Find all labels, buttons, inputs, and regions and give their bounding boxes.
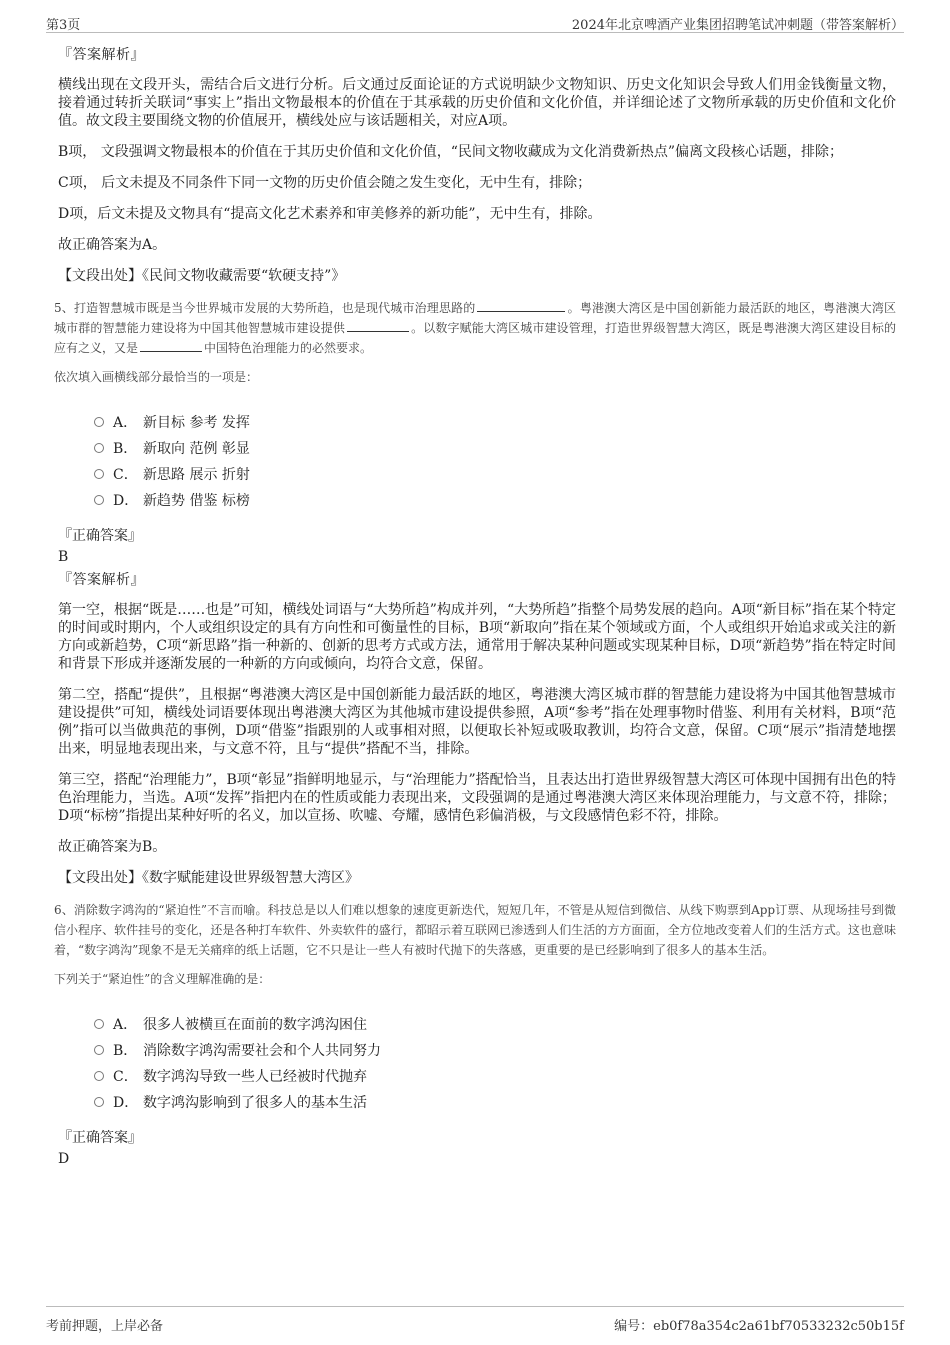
question-6-prompt: 下列关于“紧迫性”的含义理解准确的是： [54,972,271,986]
analysis-paragraph: B项， 文段强调文物最根本的价值在于其历史价值和文化价值，“民间文物收藏成为文化消费新热点”偏离文段核心话题，排除； [58,144,844,160]
fill-blank [477,299,565,312]
radio-icon[interactable] [94,1097,104,1107]
option-a[interactable]: A． 很多人被横亘在面前的数字鸿沟困住 [94,1011,896,1037]
analysis-paragraph: 第三空，搭配“治理能力”，B项“彰显”指鲜明地显示，与“治理能力”搭配恰当，且表达出打造世界级智慧大湾区可体现中国拥有出色的特色治理能力，当选。A项“发挥”指把内在的性质或能力表现出来，文段强调的是通过粤港澳大湾区来体现治理能力，与文意不符，排除；D项“标榜”指提出某种好听的名义，加以宣扬、吹嘘、夸耀，感情色彩偏消极，与文段感情色彩不符，排除。 [58,772,896,824]
analysis-paragraph: 第二空，搭配“提供”，且根据“粤港澳大湾区是中国创新能力最活跃的地区，粤港澳大湾区城市群的智慧能力建设将为中国其他智慧城市建设提供”可知，横线处词语要体现出粤港澳大湾区为其他城市建设提供参照，A项“参考”指在处理事物时借鉴、利用有关材料，B项“范例”指可以当做典范的事例，D项“借鉴”指跟别的人或事相对照，以便取长补短或吸取教训，均符合文意，保留。C项“展示”指清楚地摆出来，明显地表现出来，与文意不符，且与“提供”搭配不当，排除。 [58,687,896,757]
analysis-label: 『答案解析』 [58,572,145,588]
fill-blank [140,339,202,352]
correct-answer-label: 『正确答案』 [58,528,142,544]
option-b[interactable]: B． 消除数字鸿沟需要社会和个人共同努力 [94,1037,896,1063]
option-b[interactable]: B． 新取向 范例 彰显 [94,435,896,461]
option-a[interactable]: A． 新目标 参考 发挥 [94,409,896,435]
document-title: 2024年北京啤酒产业集团招聘笔试冲刺题（带答案解析） [571,18,904,33]
question-6-stem: 6、消除数字鸿沟的“紧迫性”不言而喻。科技总是以人们难以想象的速度更新迭代，短短几年，不管是从短信到微信、从线下购票到App订票、从现场挂号到微信小程序、软件挂号的变化，还是各种打车软件、外卖软件的盛行，都昭示着互联网已渗透到人们生活的方方面面，全方位地改变着人们的生活方式。这也意味着，“数字鸿沟”现象不是无关痛痒的纸上话题，它不只是让一些人有被时代抛下的失落感，更重要的是已经影响到了很多人的基本生活。 [54,903,896,957]
analysis-paragraph: D项，后文未提及文物具有“提高文化艺术素养和审美修养的新功能”，无中生有，排除。 [58,206,602,222]
page-header [46,10,904,33]
radio-icon[interactable] [94,1019,104,1029]
source-citation: 【文段出处】《数字赋能建设世界级智慧大湾区》 [58,870,359,886]
page-footer [46,1306,904,1337]
correct-answer: D [58,1151,70,1167]
conclusion: 故正确答案为A。 [58,237,167,253]
source-citation: 【文段出处】《民间文物收藏需要“软硬支持”》 [58,268,346,284]
correct-answer-label: 『正确答案』 [58,1130,142,1146]
option-d[interactable]: D． 数字鸿沟影响到了很多人的基本生活 [94,1089,896,1115]
radio-icon[interactable] [94,469,104,479]
document-id: 编号：eb0f78a354c2a61bf70533232c50b15f [614,1319,904,1334]
question-5-options [94,409,896,513]
option-d[interactable]: D． 新趋势 借鉴 标榜 [94,487,896,513]
analysis-label: 『答案解析』 [58,47,145,63]
analysis-paragraph: 第一空，根据“既是……也是”可知，横线处词语与“大势所趋”构成并列，“大势所趋”指整个局势发展的趋向。A项“新目标”指在某个特定的时间或时期内，个人或组织设定的具有方向性和可衡量性的目标，B项“新取向”指在某个领域或方面，个人或组织开始追求或关注的新方向或新趋势，C项“新思路”指一种新的、创新的思考方式或方法，通常用于解决某种问题或实现某种目标，D项“新趋势”指在特定时间和背景下形成并逐渐发展的一种新的方向或倾向，均符合文意，保留。 [58,602,896,672]
option-c[interactable]: C． 新思路 展示 折射 [94,461,896,487]
correct-answer: B [58,549,69,565]
conclusion: 故正确答案为B。 [58,839,167,855]
radio-icon[interactable] [94,1071,104,1081]
fill-blank [347,319,409,332]
analysis-paragraph: C项， 后文未提及不同条件下同一文物的历史价值会随之发生变化，无中生有，排除； [58,175,592,191]
question-5-prompt: 依次填入画横线部分最恰当的一项是： [54,370,259,384]
radio-icon[interactable] [94,443,104,453]
radio-icon[interactable] [94,495,104,505]
page-number: 第3页 [46,18,81,33]
question-5-stem: 5、打造智慧城市既是当今世界城市发展的大势所趋，也是现代城市治理思路的 。粤港澳大湾区是中国创新能力最活跃的地区，粤港澳大湾区城市群的智慧能力建设将为中国其他智慧城市建设提供 。以数字赋能大湾区城市建设管理，打造世界级智慧大湾区，既是粤港澳大湾区建设目标的应有之义，又是 中国特色治理能力的必然要求。 [54,301,896,355]
option-c[interactable]: C． 数字鸿沟导致一些人已经被时代抛弃 [94,1063,896,1089]
page-content [56,44,896,1175]
footer-slogan: 考前押题，上岸必备 [46,1319,164,1334]
question-6-options [94,1011,896,1115]
radio-icon[interactable] [94,417,104,427]
analysis-paragraph: 横线出现在文段开头，需结合后文进行分析。后文通过反面论证的方式说明缺少文物知识、历史文化知识会导致人们用金钱衡量文物，接着通过转折关联词“事实上”指出文物最根本的价值在于其承载的历史价值和文化价值，并详细论述了文物所承载的历史价值和文化价值。故文段主要围绕文物的价值展开，横线处应与该话题相关，对应A项。 [58,77,896,129]
radio-icon[interactable] [94,1045,104,1055]
